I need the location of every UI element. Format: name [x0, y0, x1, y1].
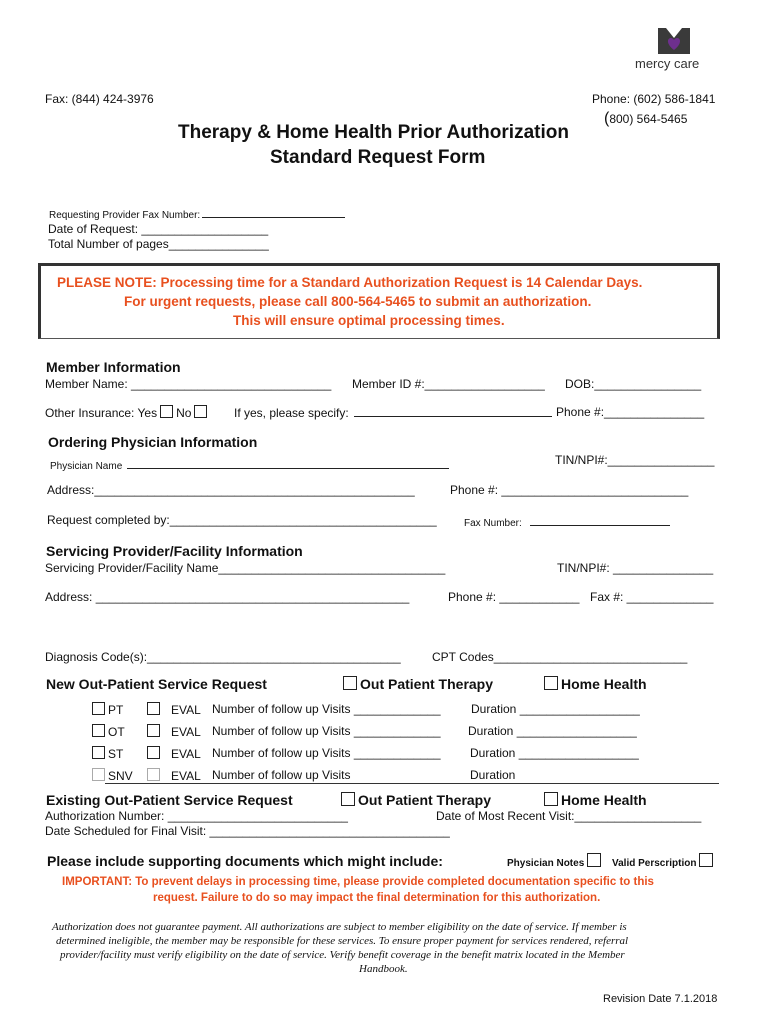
form-title-line-2: Standard Request Form — [270, 147, 486, 168]
phone-number-1: Phone: (602) 586-1841 — [592, 92, 716, 106]
physician-notes-checkbox[interactable] — [587, 853, 601, 867]
servicing-fax-field[interactable]: Fax #: _____________ — [590, 590, 714, 604]
phone-number-2: (800) 564-5465 — [604, 110, 688, 127]
disclaimer-line-2: determined ineligible, the member may be responsible for these services. To ensure proper payment for services rendered, referral — [56, 935, 629, 947]
most-recent-visit-field[interactable]: Date of Most Recent Visit:___________________ — [436, 809, 702, 823]
disclaimer-line-4: Handbook. — [359, 963, 408, 975]
new-home-health-checkbox[interactable] — [544, 676, 558, 690]
dob-field[interactable]: DOB:________________ — [565, 377, 702, 391]
ot-eval-checkbox[interactable] — [147, 724, 160, 737]
st-eval-label: EVAL — [171, 747, 201, 761]
existing-therapy-option — [338, 792, 491, 808]
physician-name-label: Physician Name — [50, 457, 449, 472]
notice-line-2: For urgent requests, please call 800-564-5465 to submit an authorization. — [124, 294, 592, 309]
snv-eval-label: EVAL — [171, 769, 201, 783]
new-home-health-option — [541, 676, 647, 692]
new-therapy-option — [340, 676, 493, 692]
pt-duration-field[interactable]: Duration __________________ — [471, 702, 640, 716]
existing-service-title: Existing Out-Patient Service Request — [46, 792, 293, 808]
pt-label: PT — [108, 703, 124, 717]
other-insurance-label: Other Insurance: Yes — [45, 406, 158, 420]
authorization-number-field[interactable]: Authorization Number: ___________________________ — [45, 809, 348, 823]
snv-checkbox[interactable] — [92, 768, 105, 781]
snv-visits-field[interactable]: Number of follow up Visits — [212, 768, 351, 782]
st-visits-field[interactable]: Number of follow up Visits _____________ — [212, 746, 441, 760]
valid-prescription-option — [612, 853, 716, 869]
existing-home-health-label: Home Health — [561, 792, 647, 808]
diagnosis-codes-field[interactable]: Diagnosis Code(s):______________________________________ — [45, 650, 401, 664]
service-row-st — [89, 746, 123, 761]
new-therapy-checkbox[interactable] — [343, 676, 357, 690]
existing-therapy-checkbox[interactable] — [341, 792, 355, 806]
requesting-fax-label: Requesting Provider Fax Number: — [49, 206, 345, 221]
member-name-field[interactable]: Member Name: ______________________________ — [45, 377, 332, 391]
physician-notes-option — [507, 853, 604, 869]
insurance-specify-field[interactable] — [354, 405, 552, 417]
ot-visits-field[interactable]: Number of follow up Visits _____________ — [212, 724, 441, 738]
fax-number: Fax: (844) 424-3976 — [45, 92, 154, 106]
service-row-ot — [89, 724, 125, 739]
st-eval-group — [144, 746, 201, 761]
logo-text: mercy care — [635, 56, 700, 71]
new-home-health-label: Home Health — [561, 676, 647, 692]
service-row-snv — [89, 768, 133, 783]
ordering-fax-field[interactable] — [530, 514, 670, 526]
new-service-title: New Out-Patient Service Request — [46, 676, 267, 692]
final-visit-field[interactable]: Date Scheduled for Final Visit: ____________________________________ — [45, 824, 450, 838]
member-id-field[interactable]: Member ID #:__________________ — [352, 377, 545, 391]
mercy-care-logo-mark — [656, 26, 692, 56]
section-divider — [105, 783, 719, 784]
revision-date: Revision Date 7.1.2018 — [603, 993, 718, 1005]
valid-prescription-checkbox[interactable] — [699, 853, 713, 867]
servicing-tin-field[interactable]: TIN/NPI#: _______________ — [557, 561, 714, 575]
physician-notes-label: Physician Notes — [507, 858, 585, 869]
pt-eval-group — [144, 702, 201, 717]
ordering-address-field[interactable]: Address:________________________________________________ — [47, 483, 415, 497]
insurance-no-label: No — [176, 406, 192, 420]
ot-checkbox[interactable] — [92, 724, 105, 737]
other-insurance-row — [45, 405, 210, 420]
pt-visits-field[interactable]: Number of follow up Visits _____________ — [212, 702, 441, 716]
snv-duration-field[interactable]: Duration — [470, 768, 516, 782]
servicing-name-field[interactable]: Servicing Provider/Facility Name__________________________________ — [45, 561, 446, 575]
cpt-codes-field[interactable]: CPT Codes_____________________________ — [432, 650, 688, 664]
st-duration-field[interactable]: Duration __________________ — [470, 746, 639, 760]
ordering-section-title: Ordering Physician Information — [48, 434, 258, 450]
important-line-2: request. Failure to do so may impact the final determination for this authorization. — [153, 892, 601, 904]
service-row-pt — [89, 702, 123, 717]
new-therapy-label: Out Patient Therapy — [360, 676, 494, 692]
st-checkbox[interactable] — [92, 746, 105, 759]
existing-therapy-label: Out Patient Therapy — [358, 792, 492, 808]
st-label: ST — [108, 747, 124, 761]
physician-name-field[interactable] — [127, 457, 449, 469]
total-pages[interactable]: Total Number of pages_______________ — [48, 237, 269, 251]
pt-checkbox[interactable] — [92, 702, 105, 715]
member-section-title: Member Information — [46, 359, 181, 375]
pt-eval-label: EVAL — [171, 703, 201, 717]
supporting-docs-title: Please include supporting documents which might include: — [47, 853, 443, 869]
snv-eval-group — [144, 768, 201, 783]
insurance-no-checkbox[interactable] — [194, 405, 207, 418]
valid-prescription-label: Valid Perscription — [612, 858, 697, 869]
insurance-phone-field[interactable]: Phone #:_______________ — [556, 405, 705, 419]
ordering-fax-label: Fax Number: — [464, 514, 670, 529]
date-of-request[interactable]: Date of Request: ___________________ — [48, 222, 269, 236]
insurance-yes-checkbox[interactable] — [160, 405, 173, 418]
ot-label: OT — [108, 725, 125, 739]
servicing-address-field[interactable]: Address: _______________________________________________ — [45, 590, 410, 604]
ot-duration-field[interactable]: Duration __________________ — [468, 724, 637, 738]
requesting-fax-field[interactable] — [202, 206, 345, 218]
request-completed-by-field[interactable]: Request completed by:________________________________________ — [47, 513, 437, 527]
servicing-phone-field[interactable]: Phone #: ____________ — [448, 590, 580, 604]
ot-eval-group — [144, 724, 201, 739]
st-eval-checkbox[interactable] — [147, 746, 160, 759]
notice-line-3: This will ensure optimal processing times. — [233, 313, 505, 328]
ordering-phone-field[interactable]: Phone #: ____________________________ — [450, 483, 689, 497]
disclaimer-line-1: Authorization does not guarantee payment. All authorizations are subject to member eligibility on the date of service. If member is — [52, 921, 627, 933]
insurance-specify-label: If yes, please specify: — [234, 405, 552, 420]
existing-home-health-option — [541, 792, 647, 808]
important-line-1: IMPORTANT: To prevent delays in processing time, please provide completed documentation specific to this — [62, 876, 654, 888]
disclaimer-line-3: provider/facility must verify eligibility on the date of service. Verify benefit coverage in the benefit matrix located in the Member — [60, 949, 625, 961]
snv-label: SNV — [108, 769, 133, 783]
mercy-care-logo — [630, 26, 700, 72]
notice-line-1: PLEASE NOTE: Processing time for a Standard Authorization Request is 14 Calendar Days. — [57, 275, 643, 290]
ot-eval-label: EVAL — [171, 725, 201, 739]
snv-eval-checkbox[interactable] — [147, 768, 160, 781]
ordering-tin-field[interactable]: TIN/NPI#:________________ — [555, 453, 715, 467]
existing-home-health-checkbox[interactable] — [544, 792, 558, 806]
form-title-line-1: Therapy & Home Health Prior Authorization — [178, 122, 569, 143]
pt-eval-checkbox[interactable] — [147, 702, 160, 715]
servicing-section-title: Servicing Provider/Facility Information — [46, 543, 303, 559]
